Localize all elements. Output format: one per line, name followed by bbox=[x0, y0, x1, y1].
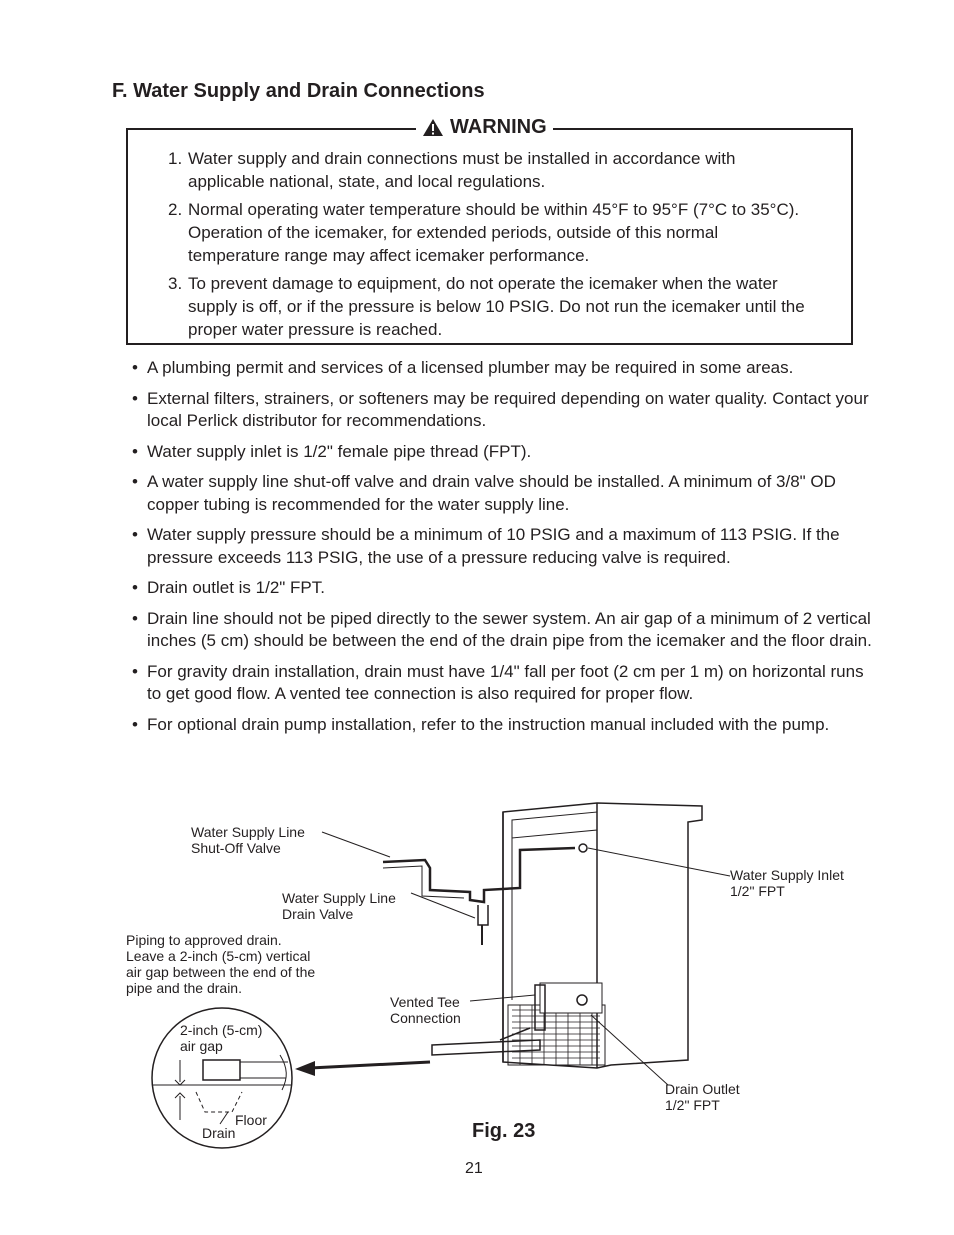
shutoff-valve-label: Water Supply Line Shut-Off Valve bbox=[191, 824, 305, 856]
bullet-icon: • bbox=[132, 661, 138, 681]
bullet-icon: • bbox=[132, 525, 138, 544]
bullet-icon: • bbox=[132, 441, 138, 461]
page-number: 21 bbox=[465, 1160, 483, 1177]
list-item-text: Water supply pressure should be a minimum of 10 PSIG and a maximum of 113 PSIG. If the pressure exceeds 113 PSIG, the use of a pressure reducing valve is required. bbox=[147, 525, 840, 567]
requirements-list bbox=[132, 357, 872, 744]
warning-item-number: 1. bbox=[168, 149, 183, 168]
bullet-icon: • bbox=[132, 472, 138, 491]
vent-grille bbox=[508, 1005, 605, 1065]
supply-pipe bbox=[383, 848, 575, 902]
warning-item-number: 3. bbox=[168, 274, 183, 293]
figure-caption: Fig. 23 bbox=[472, 1120, 536, 1142]
list-item-text: Drain outlet is 1/2" FPT. bbox=[147, 578, 325, 597]
warning-item-text: Water supply and drain connections must be installed in accordance with applicable national, state, and local regulations. bbox=[188, 149, 736, 191]
list-item bbox=[132, 471, 872, 516]
list-item-text: External filters, strainers, or softeners may be required depending on water quality. Contact your local Perlick distributor for recommendations. bbox=[147, 388, 869, 430]
list-item bbox=[132, 524, 872, 569]
warning-item-text: Normal operating water temperature should be within 45°F to 95°F (7°C to 35°C). Operation of the icemaker, for extended periods, outside of this normal temperature range may affect icemaker performance. bbox=[188, 200, 800, 265]
air-gap-label: 2-inch (5-cm) air gap bbox=[180, 1022, 263, 1054]
list-item-text: For gravity drain installation, drain must have 1/4" fall per foot (2 cm per 1 m) on horizontal runs to get good flow. A vented tee connection is also required for proper flow. bbox=[147, 661, 864, 703]
list-item-text: A water supply line shut-off valve and drain valve should be installed. A minimum of 3/8" OD copper tubing is recommended for the water supply line. bbox=[147, 472, 836, 514]
warning-item bbox=[168, 272, 808, 341]
vented-tee-label: Vented Tee Connection bbox=[390, 994, 461, 1026]
supply-inlet-label: Water Supply Inlet 1/2" FPT bbox=[730, 867, 844, 899]
warning-item-number: 2. bbox=[168, 200, 183, 219]
list-item-text: For optional drain pump installation, refer to the instruction manual included with the pump. bbox=[147, 714, 830, 734]
bullet-icon: • bbox=[132, 388, 138, 408]
list-item bbox=[132, 357, 872, 380]
list-item bbox=[132, 441, 872, 464]
warning-heading bbox=[416, 116, 553, 139]
list-item bbox=[132, 714, 872, 737]
list-item-text: Water supply inlet is 1/2" female pipe thread (FPT). bbox=[147, 441, 532, 461]
warning-item bbox=[168, 147, 808, 193]
warning-item-text: To prevent damage to equipment, do not operate the icemaker when the water supply is off, or if the pressure is below 10 PSIG. Do not run the icemaker until the proper water pressure is reached. bbox=[188, 274, 805, 339]
bullet-icon: • bbox=[132, 608, 138, 628]
floor-label: Floor bbox=[235, 1112, 267, 1128]
drain-label: Drain bbox=[202, 1125, 236, 1141]
warning-triangle-icon bbox=[422, 118, 444, 137]
warning-list bbox=[168, 147, 808, 346]
piping-note-label: Piping to approved drain. Leave a 2-inch (5-cm) vertical air gap between the end of the pipe and the drain. bbox=[126, 932, 316, 996]
list-item-text: Drain line should not be piped directly to the sewer system. An air gap of a minimum of 2 vertical inches (5 cm) should be between the end of the drain pipe from the icemaker and the floor drain. bbox=[147, 608, 872, 650]
list-item bbox=[132, 388, 872, 433]
drain-outlet-label: Drain Outlet 1/2" FPT bbox=[665, 1081, 740, 1113]
list-item bbox=[132, 661, 872, 706]
bullet-icon: • bbox=[132, 578, 138, 597]
section-title: F. Water Supply and Drain Connections bbox=[112, 80, 485, 102]
list-item-text: A plumbing permit and services of a licensed plumber may be required in some areas. bbox=[147, 358, 794, 377]
warning-label: WARNING bbox=[450, 116, 547, 138]
drain-valve-label: Water Supply Line Drain Valve bbox=[282, 890, 396, 922]
bullet-icon: • bbox=[132, 714, 138, 734]
bullet-icon: • bbox=[132, 358, 138, 377]
warning-item bbox=[168, 198, 808, 267]
list-item bbox=[132, 608, 872, 653]
list-item bbox=[132, 577, 872, 600]
